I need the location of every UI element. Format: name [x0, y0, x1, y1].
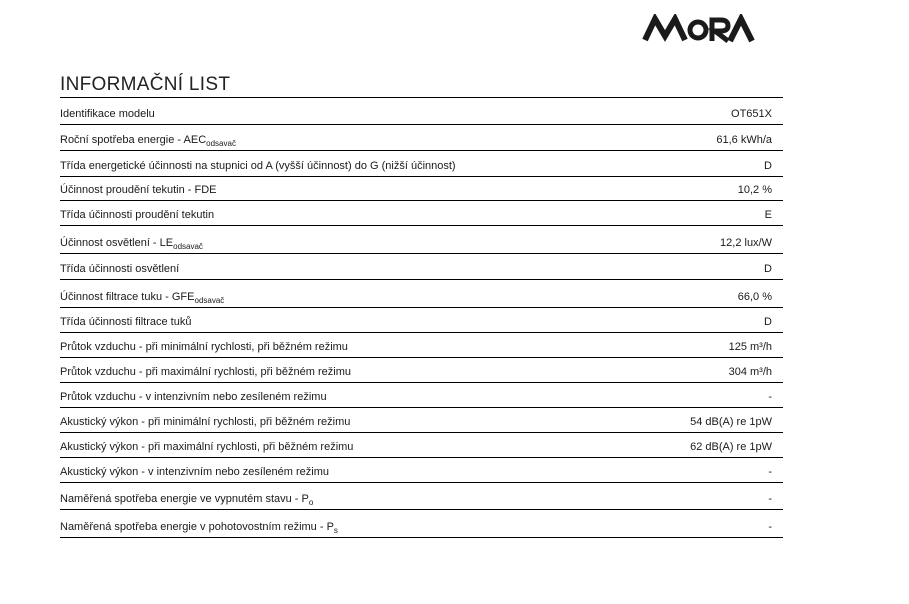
table-row — [60, 408, 783, 433]
row-label-text: Akustický výkon - při minimální rychlosti, při běžném režimu — [60, 416, 351, 428]
row-value: - — [768, 521, 772, 533]
table-row — [60, 151, 783, 177]
row-value: 54 dB(A) re 1pW — [690, 416, 772, 428]
row-label — [60, 466, 329, 479]
table-row — [60, 308, 783, 333]
row-label — [60, 184, 217, 197]
row-label — [60, 521, 338, 534]
row-label-subscript: odsavač — [206, 139, 236, 148]
table-row — [60, 458, 783, 483]
table-row — [60, 125, 783, 151]
row-value: 61,6 kWh/a — [716, 134, 772, 146]
row-label-subscript: odsavač — [194, 296, 225, 305]
row-label-text: Průtok vzduchu - při maximální rychlosti, při běžném režimu — [60, 366, 351, 378]
row-value: 304 m³/h — [728, 366, 772, 378]
table-row — [60, 483, 783, 510]
row-label-subscript: odsavač — [173, 242, 203, 251]
table-row — [60, 433, 783, 458]
row-value: 125 m³/h — [728, 341, 772, 353]
row-label — [60, 341, 348, 354]
row-label-text: Akustický výkon - při maximální rychlosti, při běžném režimu — [60, 441, 354, 453]
row-label — [60, 366, 351, 379]
row-value: OT651X — [731, 108, 772, 120]
row-label — [60, 441, 353, 454]
row-label — [60, 493, 313, 506]
row-label-text: Průtok vzduchu - v intenzivním nebo zesíleném režimu — [60, 391, 327, 403]
table-row — [60, 358, 783, 383]
table-row — [60, 280, 783, 308]
table-row — [60, 254, 783, 280]
row-label-subscript: o — [308, 498, 314, 507]
table-row — [60, 98, 783, 125]
row-value: 62 dB(A) re 1pW — [690, 441, 772, 453]
mora-logo — [642, 14, 756, 44]
row-label-text: Třída energetické účinnosti na stupnici od A (vyšší účinnost) do G (nižší účinnost) — [60, 160, 456, 172]
table-row — [60, 383, 783, 408]
row-label — [60, 237, 203, 250]
table-row — [60, 510, 783, 538]
row-label — [60, 108, 155, 121]
table-row — [60, 177, 783, 201]
row-label — [60, 209, 214, 222]
row-label — [60, 160, 456, 173]
row-value: - — [768, 493, 772, 505]
row-label — [60, 263, 179, 276]
row-label-text: Účinnost osvětlení - LE — [60, 237, 174, 249]
row-value: D — [764, 160, 772, 172]
row-label-text: Akustický výkon - v intenzivním nebo zesíleném režimu — [60, 466, 329, 478]
row-value: E — [764, 209, 772, 221]
row-label — [60, 416, 350, 429]
mora-logo-graphic — [642, 14, 756, 44]
row-label — [60, 134, 236, 147]
row-label — [60, 391, 327, 404]
row-label-text: Průtok vzduchu - při minimální rychlosti, při běžném režimu — [60, 341, 348, 353]
row-label-text: Účinnost filtrace tuku - GFE — [60, 291, 195, 303]
row-label-text: Naměřená spotřeba energie ve vypnutém stavu - P — [60, 493, 309, 505]
row-value: D — [764, 263, 772, 275]
table-row — [60, 201, 783, 226]
row-value: 10,2 % — [737, 184, 772, 196]
info-table — [60, 98, 783, 538]
row-label-text: Třída účinnosti osvětlení — [60, 263, 180, 275]
row-label-text: Třída účinnosti proudění tekutin — [60, 209, 215, 221]
table-row — [60, 333, 783, 358]
row-label-text: Roční spotřeba energie - AEC — [60, 134, 207, 146]
row-label-text: Identifikace modelu — [60, 108, 155, 120]
row-label-text: Třída účinnosti filtrace tuků — [60, 316, 192, 328]
row-label — [60, 291, 224, 304]
row-value: D — [764, 316, 772, 328]
row-label-text: Naměřená spotřeba energie v pohotovostním režimu - P — [60, 521, 334, 533]
row-label-subscript: s — [333, 526, 338, 535]
row-label — [60, 316, 191, 329]
row-value: 12,2 lux/W — [720, 237, 772, 249]
row-value: - — [768, 466, 772, 478]
document-title: INFORMAČNÍ LIST — [60, 74, 231, 95]
row-label-text: Účinnost proudění tekutin - FDE — [60, 184, 217, 196]
row-value: 66,0 % — [737, 291, 772, 303]
row-value: - — [768, 391, 772, 403]
table-row — [60, 226, 783, 254]
